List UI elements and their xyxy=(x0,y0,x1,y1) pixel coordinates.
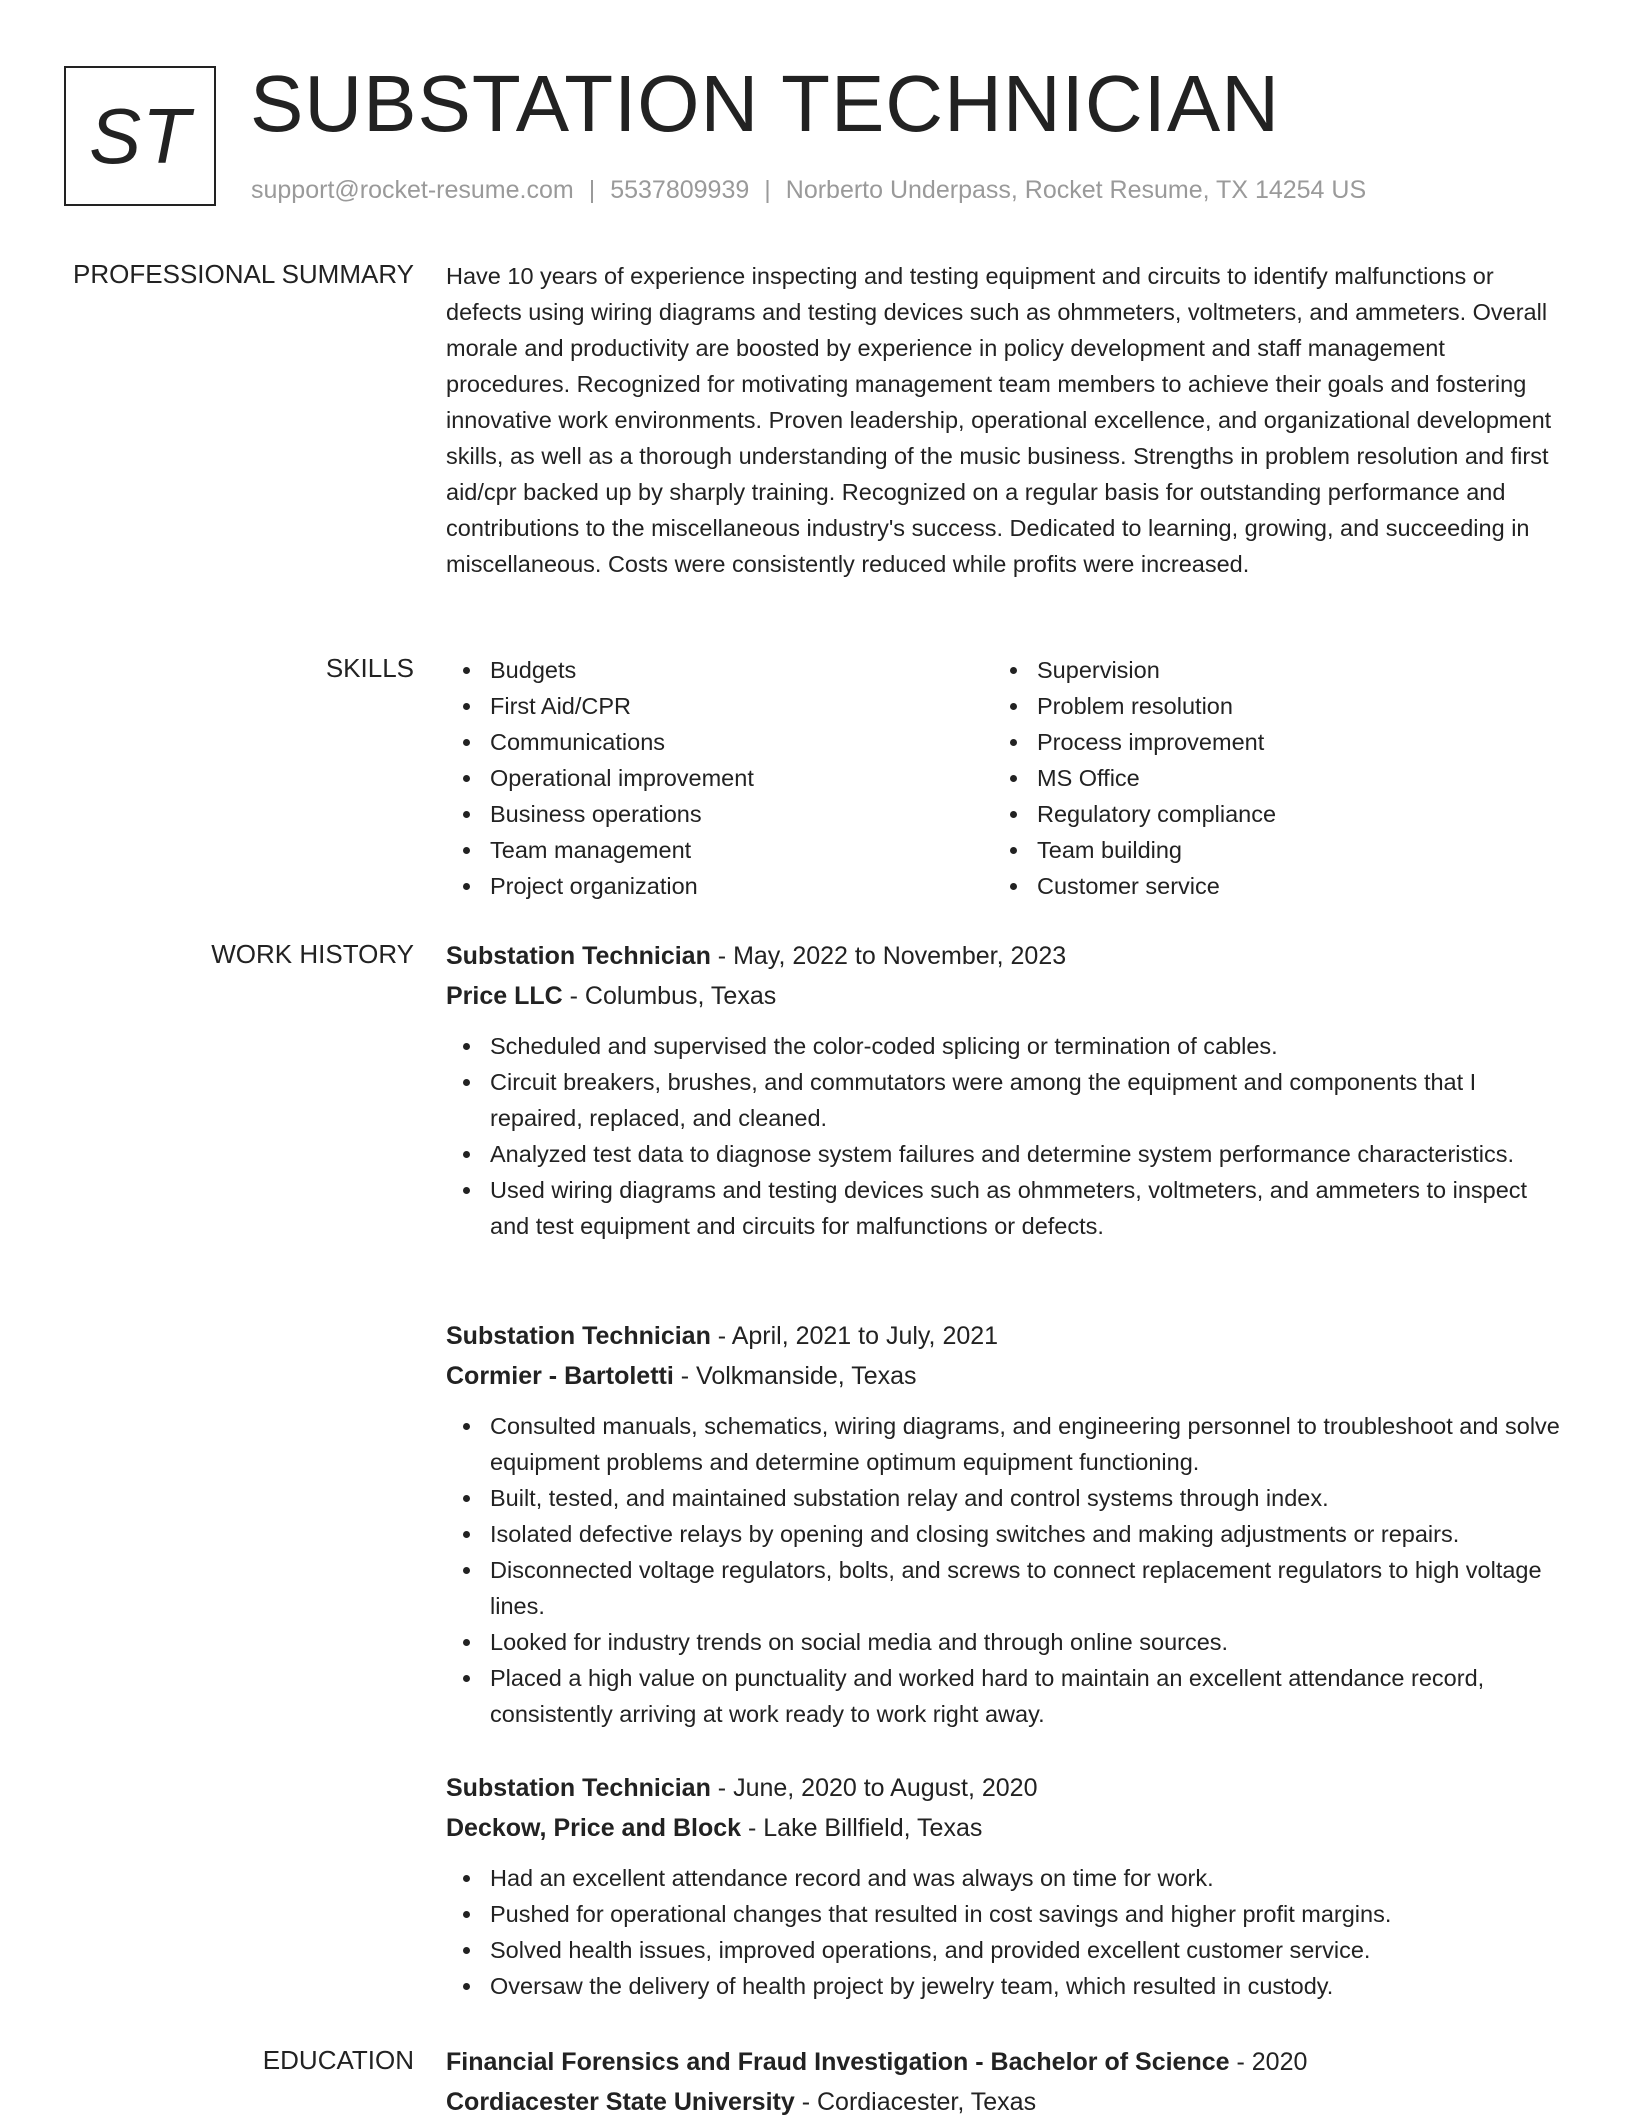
skill-item: Team management xyxy=(446,832,993,868)
job-title: Substation Technician xyxy=(446,1774,711,1802)
job-bullets xyxy=(446,1028,1571,1244)
job-location: - Columbus, Texas xyxy=(569,982,777,1010)
job-bullet: Circuit breakers, brushes, and commutators were among the equipment and components that I repaired, replaced, and cleaned. xyxy=(446,1064,1571,1136)
job-bullet: Placed a high value on punctuality and worked hard to maintain an excellent attendance record, consistently arriving at work ready to work right away. xyxy=(446,1660,1571,1732)
skill-item: Process improvement xyxy=(993,724,1540,760)
work-history-heading: WORK HISTORY xyxy=(211,939,414,969)
job-bullet: Scheduled and supervised the color-coded splicing or termination of cables. xyxy=(446,1028,1571,1064)
job-company-line xyxy=(446,1808,1571,1848)
summary-content xyxy=(446,258,1571,582)
job-bullets xyxy=(446,1860,1571,2004)
skill-item: First Aid/CPR xyxy=(446,688,993,724)
job-company: Cormier - Bartoletti xyxy=(446,1362,674,1390)
job-bullet: Analyzed test data to diagnose system failures and determine system performance characteristics. xyxy=(446,1136,1571,1172)
contact-separator: | xyxy=(764,176,771,204)
summary-text: Have 10 years of experience inspecting and testing equipment and circuits to identify malfunctions or defects using wiring diagrams and testing devices such as ohmmeters, voltmeters, and ammeters. Overall morale and productivity are boosted by experience in policy development and staff management procedures. Recognized for motivating management team members to achieve their goals and fostering innovative work environments. Proven leadership, operational excellence, and organizational development skills, as well as a thorough understanding of the music business. Strengths in problem resolution and first aid/cpr backed up by sharply training. Recognized on a regular basis for outstanding performance and contributions to the miscellaneous industry's success. Dedicated to learning, growing, and succeeding in miscellaneous. Costs were consistently reduced while profits were increased. xyxy=(446,263,1552,577)
job-bullet: Looked for industry trends on social media and through online sources. xyxy=(446,1624,1571,1660)
job-title: Substation Technician xyxy=(446,942,711,970)
skills-content xyxy=(446,652,1571,904)
education-degree-line xyxy=(446,2042,1571,2082)
resume-title: SUBSTATION TECHNICIAN xyxy=(250,59,1280,148)
skills-column-right xyxy=(993,652,1540,904)
skill-item: Customer service xyxy=(993,868,1540,904)
education-location: - Cordiacester, Texas xyxy=(801,2088,1037,2116)
job-bullet: Isolated defective relays by opening and closing switches and making adjustments or repairs. xyxy=(446,1516,1571,1552)
education-school-line xyxy=(446,2082,1571,2122)
resume-header xyxy=(0,0,1632,240)
skills-heading: SKILLS xyxy=(325,653,414,683)
contact-address: Norberto Underpass, Rocket Resume, TX 14254 US xyxy=(785,176,1367,204)
skills-column-left xyxy=(446,652,993,904)
job-bullet: Had an excellent attendance record and was always on time for work. xyxy=(446,1860,1571,1896)
skill-item: Communications xyxy=(446,724,993,760)
job-entry xyxy=(446,936,1571,1244)
job-company: Price LLC xyxy=(446,982,563,1010)
job-title-line xyxy=(446,1768,1571,1808)
job-company: Deckow, Price and Block xyxy=(446,1814,742,1842)
job-entry xyxy=(446,1768,1571,2004)
job-dates: - May, 2022 to November, 2023 xyxy=(717,942,1067,970)
job-title: Substation Technician xyxy=(446,1322,711,1350)
job-bullet: Built, tested, and maintained substation relay and control systems through index. xyxy=(446,1480,1571,1516)
skill-item: MS Office xyxy=(993,760,1540,796)
skill-item: Supervision xyxy=(993,652,1540,688)
education-content xyxy=(446,2042,1571,2122)
contact-separator: | xyxy=(588,176,596,204)
skill-item: Problem resolution xyxy=(993,688,1540,724)
job-title-line xyxy=(446,936,1571,976)
contact-email: support@rocket-resume.com xyxy=(251,176,574,204)
monogram-initials: ST xyxy=(89,92,191,180)
monogram-box xyxy=(64,66,216,206)
job-dates: - June, 2020 to August, 2020 xyxy=(717,1774,1038,1802)
summary-heading: PROFESSIONAL SUMMARY xyxy=(73,259,414,289)
job-location: - Volkmanside, Texas xyxy=(680,1362,917,1390)
skill-item: Budgets xyxy=(446,652,993,688)
job-bullet: Oversaw the delivery of health project by jewelry team, which resulted in custody. xyxy=(446,1968,1571,2004)
job-entry xyxy=(446,1316,1571,1732)
job-bullet: Consulted manuals, schematics, wiring diagrams, and engineering personnel to troubleshoot and solve equipment problems and determine optimum equipment functioning. xyxy=(446,1408,1571,1480)
contact-line xyxy=(251,174,1366,206)
skill-item: Operational improvement xyxy=(446,760,993,796)
education-year: - 2020 xyxy=(1236,2048,1308,2076)
job-bullet: Disconnected voltage regulators, bolts, and screws to connect replacement regulators to high voltage lines. xyxy=(446,1552,1571,1624)
skill-item: Business operations xyxy=(446,796,993,832)
education-school: Cordiacester State University xyxy=(446,2088,795,2116)
job-dates: - April, 2021 to July, 2021 xyxy=(717,1322,999,1350)
job-company-line xyxy=(446,1356,1571,1396)
job-bullet: Pushed for operational changes that resulted in cost savings and higher profit margins. xyxy=(446,1896,1571,1932)
job-location: - Lake Billfield, Texas xyxy=(747,1814,983,1842)
job-bullets xyxy=(446,1408,1571,1732)
education-heading: EDUCATION xyxy=(262,2045,414,2075)
skill-item: Team building xyxy=(993,832,1540,868)
skill-item: Regulatory compliance xyxy=(993,796,1540,832)
job-bullet: Solved health issues, improved operations, and provided excellent customer service. xyxy=(446,1932,1571,1968)
job-title-line xyxy=(446,1316,1571,1356)
job-company-line xyxy=(446,976,1571,1016)
job-bullet: Used wiring diagrams and testing devices such as ohmmeters, voltmeters, and ammeters to inspect and test equipment and circuits for malfunctions or defects. xyxy=(446,1172,1571,1244)
education-degree: Financial Forensics and Fraud Investigation - Bachelor of Science xyxy=(446,2048,1230,2076)
contact-phone: 5537809939 xyxy=(610,176,750,204)
skill-item: Project organization xyxy=(446,868,993,904)
